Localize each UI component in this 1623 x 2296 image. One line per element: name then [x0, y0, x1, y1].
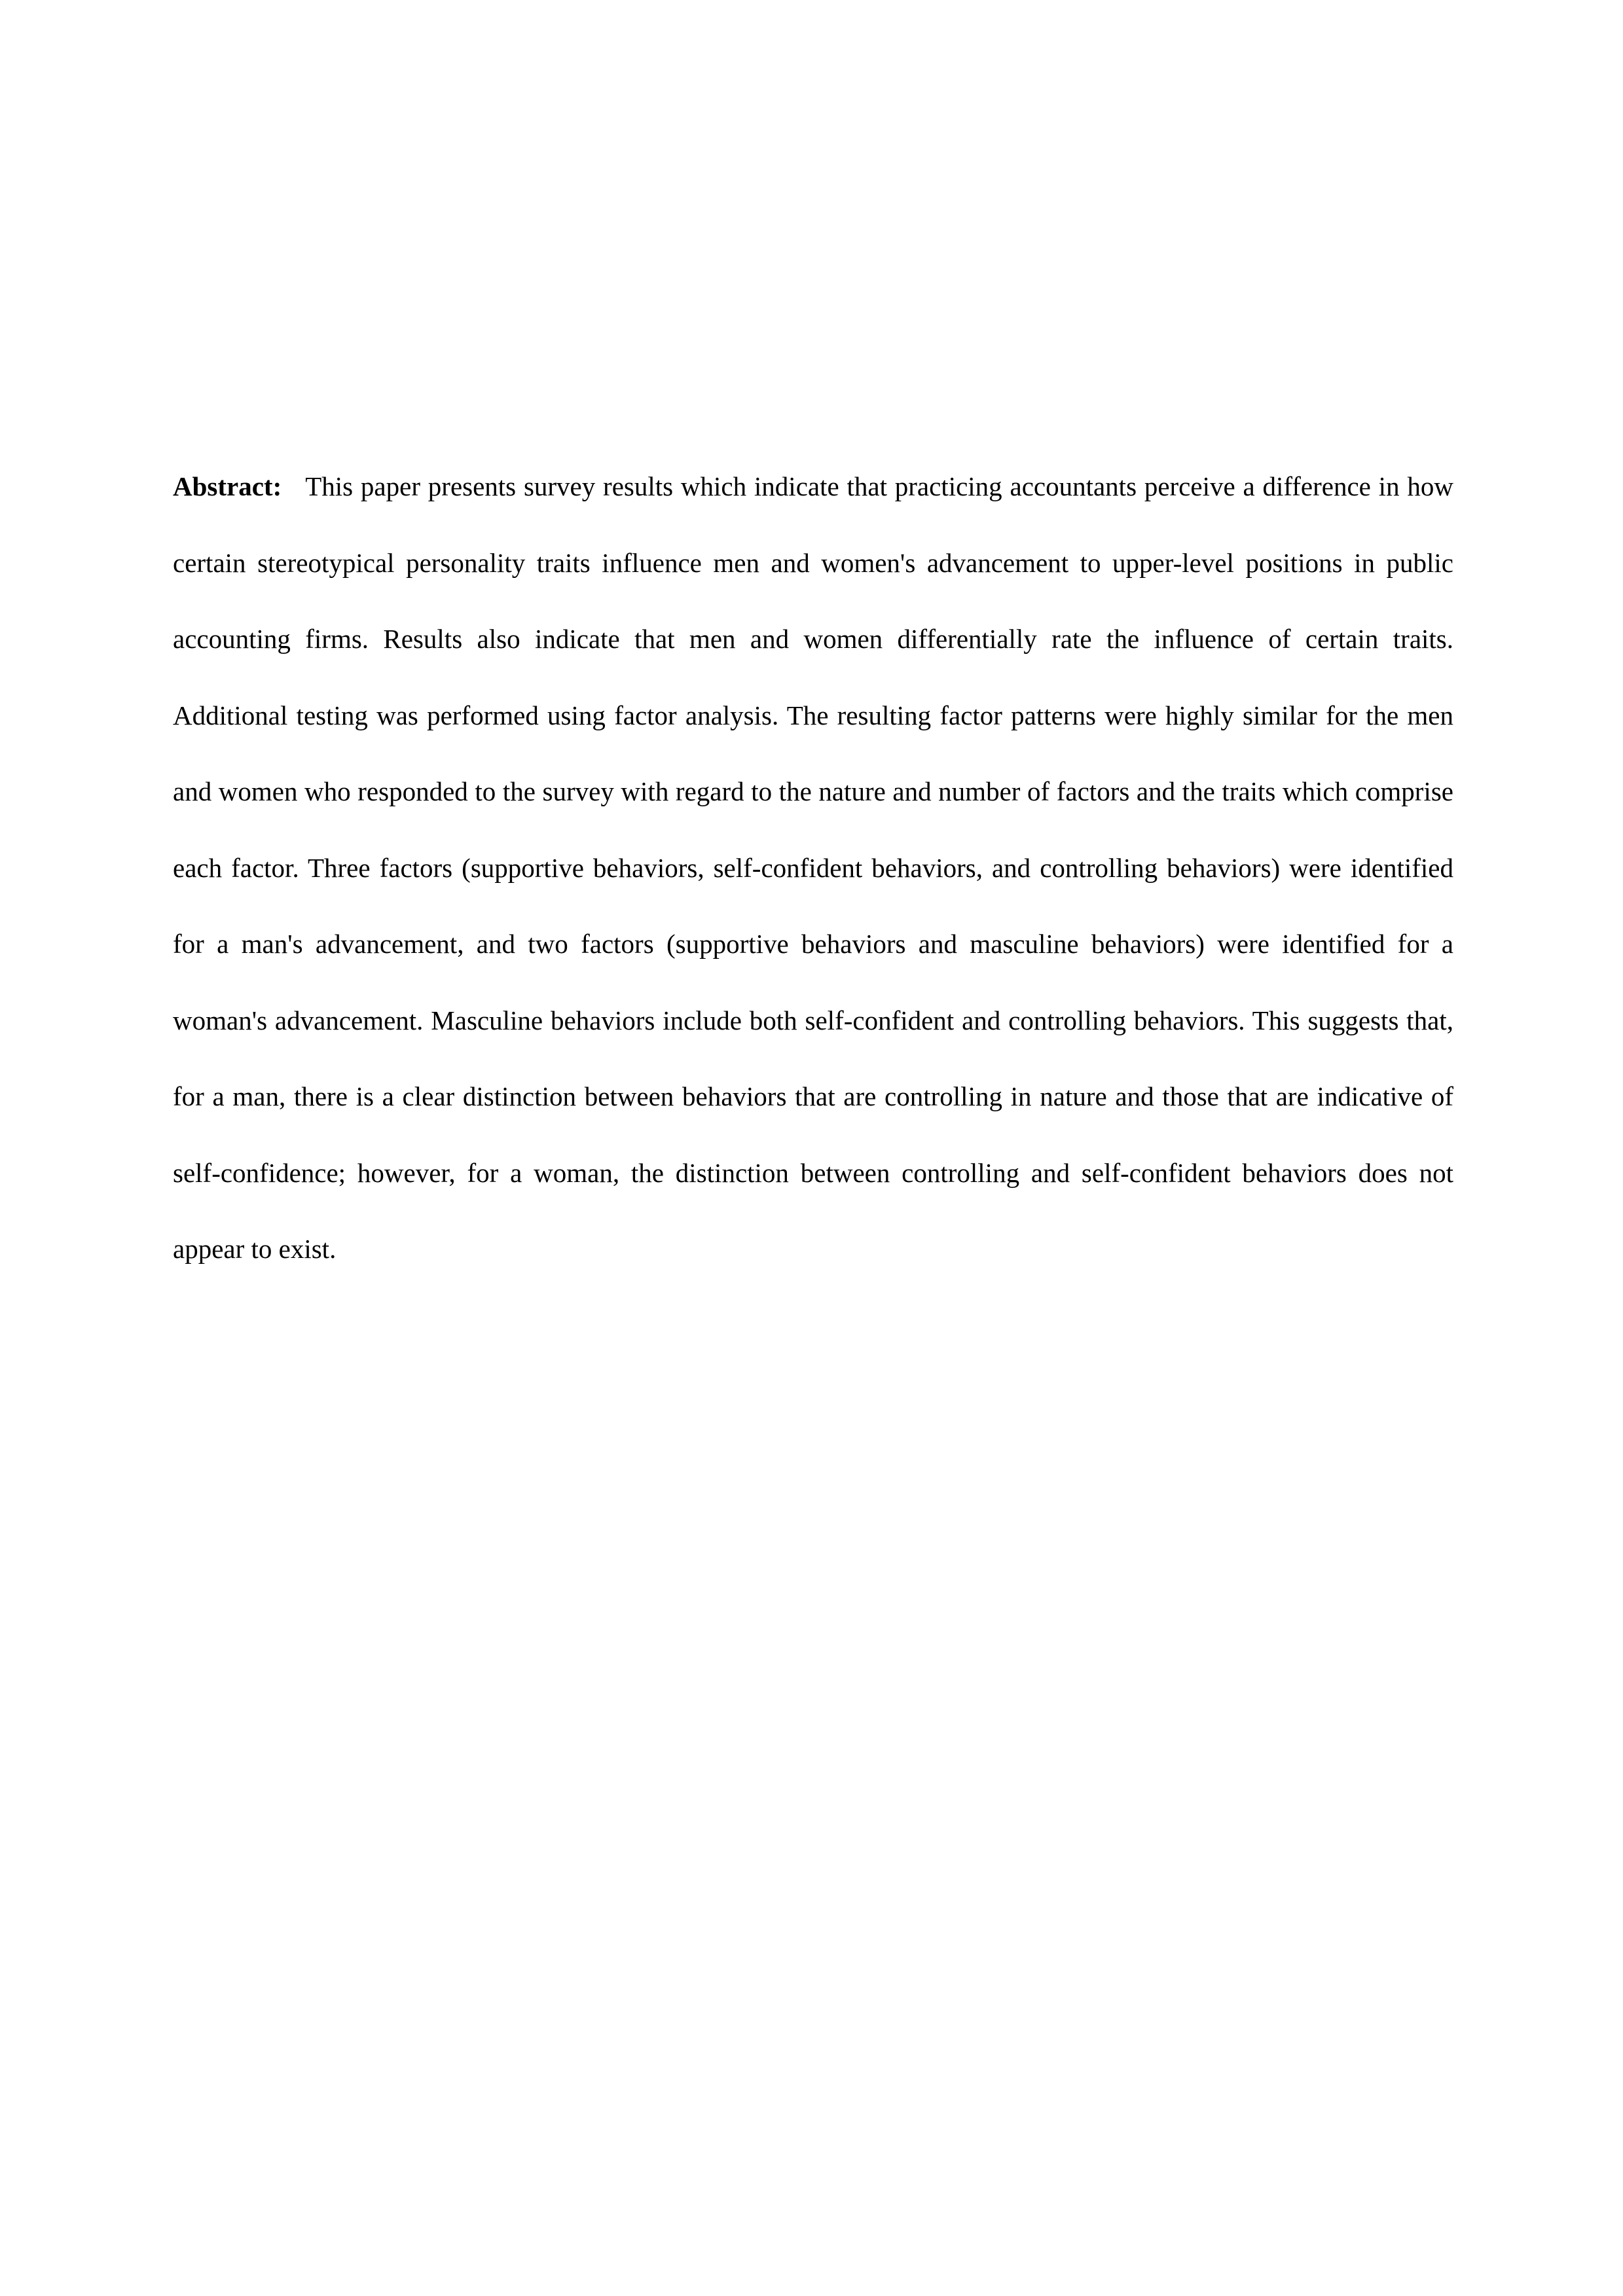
abstract-text: This paper presents survey results which indicate that practicing accountants perceive a difference in how certain stereotypical personality traits influence men and women's advancement to upper-level positions in public accounting firms. Results also indicate that men and women differentially rate the influence of certain traits. Additional testing was performed using factor analysis. The resulting factor patterns were highly similar for the men and women who responded to the survey with regard to the nature and number of factors and the traits which comprise each factor. Three factors (supportive behaviors, self-confident behaviors, and controlling behaviors) were identified for a man's advancement, and two factors (supportive behaviors and masculine behaviors) were identified for a woman's advancement. Masculine behaviors include both self-confident and controlling behaviors. This suggests that, for a man, there is a clear distinction between behaviors that are controlling in nature and those that are indicative of self-confidence; however, for a woman, the distinction between controlling and self-confident behaviors does not appear to exist. [173, 471, 1453, 1264]
abstract-label: Abstract: [173, 471, 282, 501]
abstract-paragraph [173, 448, 1453, 1287]
